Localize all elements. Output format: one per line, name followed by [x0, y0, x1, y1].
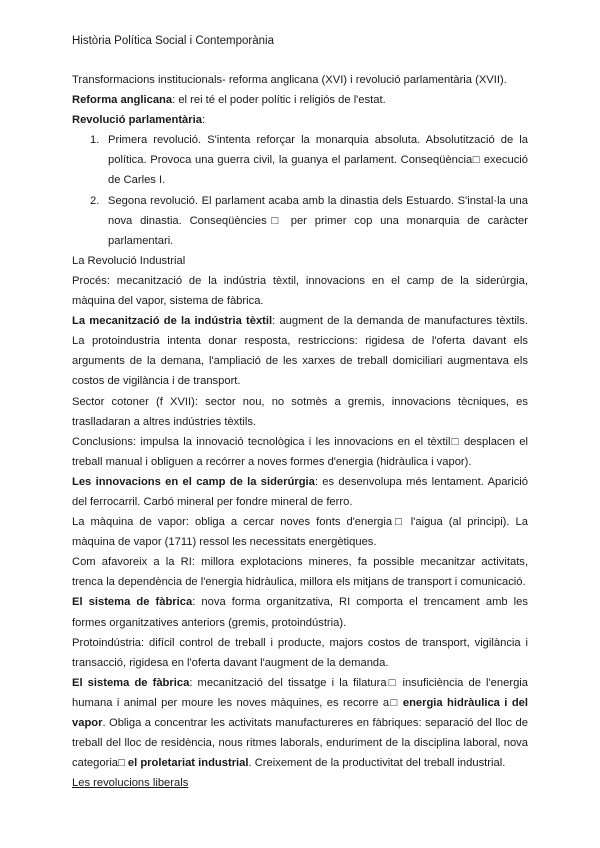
paragraph-afavoreix: Com afavoreix a la RI: millora explotacions mineres, fa possible mecanitzar activitats, trenca la dependència de l'energia hidràulica, millora els mitjans de transport i comunicació. [72, 556, 528, 589]
list-text: Primera revolució. S'intenta reforçar la monarquia absoluta. Absolutització de la política. Provoca una guerra civil, la guanya el parlament. Conseqüència□ execució de Carles I. [108, 134, 528, 187]
list-number: 1. [90, 134, 100, 147]
term-reforma-anglicana: Reforma anglicana [72, 94, 173, 107]
paragraph-reforma [72, 90, 528, 110]
list-text: Segona revolució. El parlament acaba amb la dinastia dels Estuardo. S'instal·la una nova dinastia. Conseqüències□ per primer cop una monarquia de caràcter parlamentari. [108, 194, 528, 247]
term-sistema-fabrica: El sistema de fàbrica [72, 676, 190, 689]
term-mecanitzacio: La mecanització de la indústria tèxtil [72, 315, 273, 328]
paragraph-sector-cotoner: Sector cotoner (f XVII): sector nou, no sotmès a gremis, innovacions tècniques, es traslladaran a altres indústries tèxtils. [72, 395, 528, 428]
paragraph-text: : augment de la demanda de manufactures tèxtils. La protoindustria intenta donar resposta, restriccions: rigidesa de l'oferta davant els arguments de la demana, l'ampliació de les xarxes de treball domiciliari augmentava els costos de vigilància i de transport. [72, 315, 528, 388]
paragraph-text: : [201, 114, 206, 127]
paragraph-conclusions: Conclusions: impulsa la innovació tecnològica i les innovacions en el tèxtil□ desplacen el treball manual i obliguen a recórrer a noves formes d'energia (hidràulica i vapor). [72, 435, 528, 468]
paragraph-mecanitzacio [72, 311, 528, 391]
paragraph-text: : nova forma organitzativa, RI comporta el trencament amb les formes organitzatives anteriors (gremis, protoindústria). [72, 596, 528, 629]
paragraph-revolucio [72, 110, 528, 130]
paragraph-text: : el rei té el poder polític i religiós de l'estat. [172, 94, 386, 107]
paragraph-siderurgia [72, 472, 528, 512]
paragraph-text: : es desenvolupa més lentament. Aparició del ferrocarril. Carbó mineral per fondre mineral de ferro. [72, 475, 528, 508]
document-body [72, 70, 528, 793]
paragraph-maquina-vapor: La màquina de vapor: obliga a cercar noves fonts d'energia□ l'aigua (al principi). La màquina de vapor (1711) ressol les necessitats energètiques. [72, 516, 528, 549]
section-heading-revolucio-industrial: La Revolució Industrial [72, 254, 186, 267]
paragraph-text: : mecanització del tissatge i la filatura□ insuficiència de l'energia humana i animal per moure les noves màquines, es recorre a□ [72, 676, 529, 709]
paragraph-text: . Creixement de la productivitat del treball industrial. [248, 757, 506, 770]
term-energia: energia hidràulica i del vapor [72, 696, 528, 729]
paragraph-sistema-fabrica-1 [72, 592, 528, 632]
list-item [72, 191, 528, 251]
intro-line: Transformacions institucionals- reforma anglicana (XVI) i revolució parlamentària (XVII). [72, 74, 507, 86]
term-siderurgia: Les innovacions en el camp de la siderúrgia [72, 475, 315, 488]
revolutions-list [72, 130, 528, 251]
paragraph-text: . Obliga a concentrar les activitats manufactureres en fàbriques: separació del lloc de treball del lloc de residència, nous ritmes laborals, enduriment de la disciplina laboral, nova categoria□ [72, 717, 528, 770]
section-heading-revolucions-liberals: Les revolucions liberals [72, 777, 189, 790]
term-revolucio-parlamentaria: Revolució parlamentària [72, 114, 202, 127]
paragraph-proces: Procés: mecanització de la indústria tèxtil, innovacions en el camp de la siderúrgia, màquina del vapor, sistema de fàbrica. [72, 274, 528, 308]
list-item [72, 130, 528, 190]
list-number: 2. [90, 194, 100, 207]
paragraph-protoindustria: Protoindústria: difícil control de treball i producte, majors costos de transport, vigilància i transacció, rigidesa en l'oferta davant l'augment de la demanda. [72, 636, 528, 669]
paragraph-sistema-fabrica-2 [72, 673, 528, 773]
term-sistema-fabrica: El sistema de fàbrica [72, 596, 193, 609]
term-proletariat: el proletariat industrial [127, 757, 249, 770]
page-header: Història Política Social i Contemporània [72, 35, 274, 47]
